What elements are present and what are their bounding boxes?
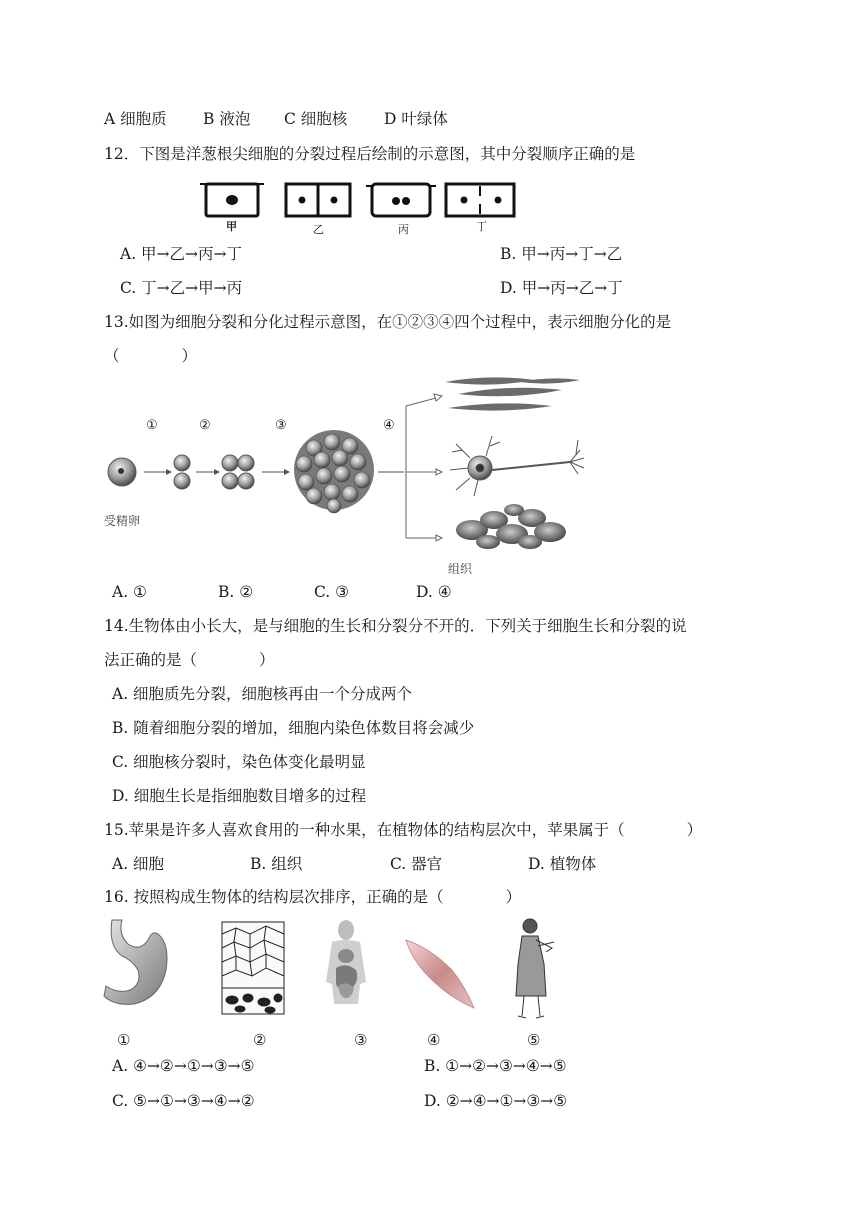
q12-label-yi: 乙 xyxy=(313,223,324,236)
q12-option-b: B. 甲→丙→丁→乙 xyxy=(500,245,623,263)
q12-label-ding: 丁 xyxy=(476,220,487,233)
q15-option-b: B. 组织 xyxy=(250,855,303,873)
q13-step-4: ④ xyxy=(383,418,395,433)
q13-option-a: A. ① xyxy=(112,583,147,601)
q13-option-c: C. ③ xyxy=(314,583,350,601)
cell-bing-icon xyxy=(366,184,436,216)
q12-label-jia: 甲 xyxy=(226,220,237,233)
muscle-tissue-icon xyxy=(445,377,580,410)
q13-option-d: D. ④ xyxy=(416,583,452,601)
q12-option-d: D. 甲→丙→乙→丁 xyxy=(500,279,623,297)
blood-cells-icon xyxy=(456,504,566,549)
q16-label-4: ④ xyxy=(427,1031,441,1049)
q13-fertilized-egg-caption: 受精卵 xyxy=(104,514,141,528)
epithelial-tissue-icon xyxy=(222,922,284,1014)
q14-option-a: A. 细胞质先分裂，细胞核再由一个分成两个 xyxy=(112,685,413,703)
q12-option-a: A. 甲→乙→丙→丁 xyxy=(120,245,243,263)
woman-figure-icon xyxy=(516,919,554,1018)
q16-structure-levels-figure xyxy=(100,912,560,1024)
q16-option-a: A. ④→②→①→③→⑤ xyxy=(112,1057,255,1075)
q14-option-c: C. 细胞核分裂时，染色体变化最明显 xyxy=(112,753,366,771)
q13-tissue-caption: 组织 xyxy=(448,562,473,576)
q13-step-1: ① xyxy=(146,418,158,433)
muscle-cell-icon xyxy=(406,940,474,1008)
q13-differentiation-figure xyxy=(100,370,600,575)
q16-option-b: B. ①→②→③→④→⑤ xyxy=(424,1057,567,1075)
q13-answer-paren: （ ） xyxy=(104,347,198,365)
q16-label-5: ⑤ xyxy=(527,1031,541,1049)
q13-option-b: B. ② xyxy=(218,583,254,601)
q12-label-bing: 丙 xyxy=(398,223,409,236)
q15-option-d: D. 植物体 xyxy=(528,855,597,873)
neuron-icon xyxy=(450,436,584,496)
q16-option-c: C. ⑤→①→③→④→② xyxy=(112,1092,255,1110)
q11-option-d: D 叶绿体 xyxy=(384,110,448,128)
q16-option-d: D. ②→④→①→③→⑤ xyxy=(424,1092,568,1110)
q16-stem: 16. 按照构成生物体的结构层次排序，正确的是（ ） xyxy=(104,888,522,906)
q14-stem-line2: 法正确的是（ ） xyxy=(104,651,275,669)
q14-option-d: D. 细胞生长是指细胞数目增多的过程 xyxy=(112,787,367,805)
q13-step-2: ② xyxy=(199,418,211,433)
q11-option-b: B 液泡 xyxy=(203,110,251,128)
cell-cluster-icon xyxy=(294,430,374,513)
q15-option-c: C. 器官 xyxy=(390,855,443,873)
q12-stem: 12．下图是洋葱根尖细胞的分裂过程后绘制的示意图，其中分裂顺序正确的是 xyxy=(104,145,636,163)
q16-label-2: ② xyxy=(253,1031,267,1049)
q16-label-1: ① xyxy=(117,1031,131,1049)
q13-stem: 13.如图为细胞分裂和分化过程示意图，在①②③④四个过程中，表示细胞分化的是 xyxy=(104,313,672,331)
q15-stem: 15.苹果是许多人喜欢食用的一种水果，在植物体的结构层次中，苹果属于（ ） xyxy=(104,821,703,839)
q15-option-a: A. 细胞 xyxy=(112,855,165,873)
q11-option-a: A 细胞质 xyxy=(104,110,167,128)
q14-stem-line1: 14.生物体由小长大，是与细胞的生长和分裂分不开的．下列关于细胞生长和分裂的说 xyxy=(104,617,687,635)
cell-yi-icon xyxy=(286,184,350,216)
q11-option-c: C 细胞核 xyxy=(284,110,348,128)
q14-option-b: B. 随着细胞分裂的增加，细胞内染色体数目将会减少 xyxy=(112,719,475,737)
cell-ding-icon xyxy=(446,184,514,216)
q12-option-c: C. 丁→乙→甲→丙 xyxy=(120,279,243,297)
q13-step-3: ③ xyxy=(275,418,287,433)
human-organ-system-icon xyxy=(326,920,366,1004)
cell-jia-icon xyxy=(200,184,264,216)
stomach-icon xyxy=(104,920,167,1004)
q16-label-3: ③ xyxy=(354,1031,368,1049)
